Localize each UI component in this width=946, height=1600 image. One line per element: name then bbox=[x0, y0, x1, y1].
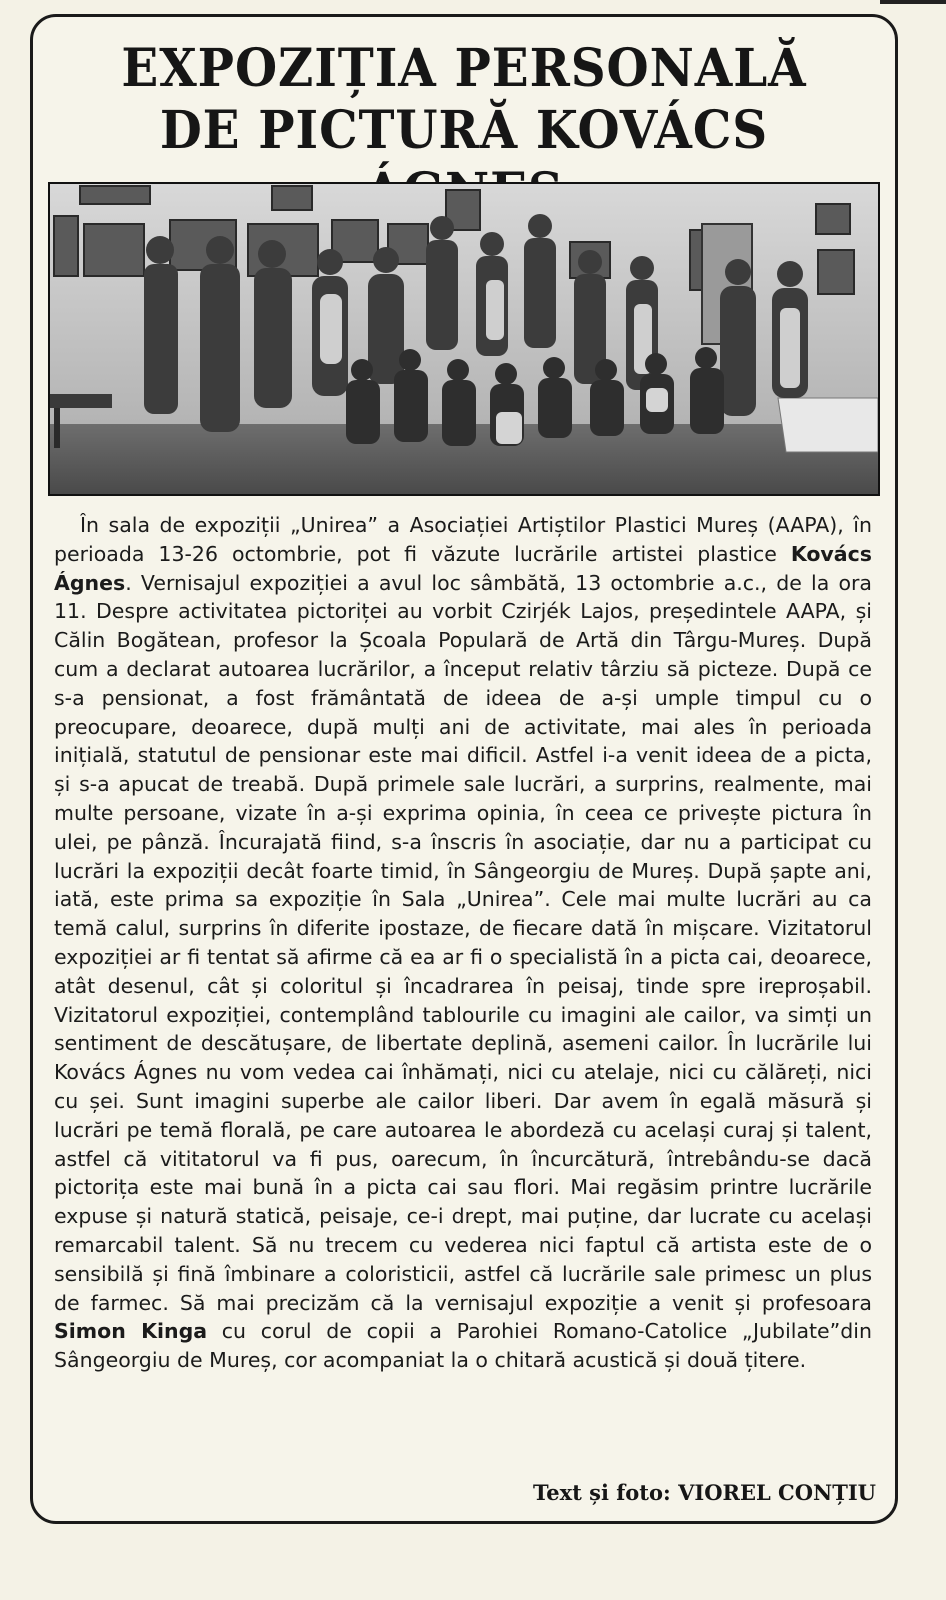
article-body-part-3: cu corul de copii a Parohiei Romano-Catolice „Jubilate”din Sângeorgiu de Mureș, cor acompaniat la o chitară acustică și două țitere. bbox=[54, 1319, 872, 1373]
teacher-name: Simon Kinga bbox=[54, 1319, 208, 1344]
article-body-part-1: În sala de expoziții „Unirea” a Asociației Artiștilor Plastici Mureș (AAPA), în perioada 13-26 octombrie, pot fi văzute lucrările artistei plastice bbox=[54, 513, 872, 566]
headline-line-2: DE PICTURĂ KOVÁCS bbox=[159, 100, 769, 161]
page-top-rule bbox=[880, 0, 946, 4]
group-photo-icon bbox=[50, 184, 878, 494]
artist-name: Kovács Ágnes bbox=[54, 541, 872, 595]
article-body bbox=[54, 511, 872, 1375]
article-body-part-2: . Vernisajul expoziției a avul loc sâmbătă, 13 octombrie a.c., de la ora 11. Despre activitatea pictoriței au vorbit Czirjék Lajos, președintele AAPA, și Călin Bogătean, profesor la Școala Populară de Artă din Târgu-Mureș. După cum a declarat autoarea lucrărilor, a început relativ târziu să picteze. După ce s-a pensionat, a fost frământată de ideea de a-și umple timpul cu o preocupare, deoarece, după mulți ani de activitate, mai ales în perioada inițială, statutul de pensionar este mai dificil. Astfel i-a venit ideea de a picta, și s-a apucat de treabă. După primele sale lucrări, a surprins, realmente, mai multe persoane, vizate în a-și exprima opinia, în ceea ce privește pictura în ulei, pe pânză. Încurajată fiind, s-a înscris în asociație, dar nu a participat cu lucrări la expoziții decât foarte timid, în Sângeorgiu de Mureș. După șapte ani, iată, este prima sa expoziție în Sala „Unirea”. Cele mai multe lucrări au ca temă calul, surprins în diferite ipostaze, de fiecare dată în mișcare. Vizitatorul expoziției ar fi tentat să afirme că ea ar fi o specialistă în a picta cai, deoarece, atât desenul, cât și coloritul și încadrarea în peisaj, tinde spre ireproșabil. Vizitatorul expoziției, contemplând tablourile cu imagini ale cailor, va simți un sentiment de descătușare, de libertate deplină, asemeni cailor. În lucrările lui Kovács Ágnes nu vom vedea cai înhămați, nici cu atelaje, nici cu călăreți, nici cu șei. Sunt imagini superbe ale cailor liberi. Dar avem în egală măsură și lucrări pe temă florală, pe care autoarea le abordeză cu același curaj și talent, astfel că vititatorul va fi pus, oarecum, în încurcătură, întrebându-se dacă pictorița este mai bună în a picta cai sau flori. Mai regăsim printre lucrările expuse și natură statică, peisaje, ce-i drept, mai puține, dar lucrate cu același remarcabil talent. Să nu trecem cu vederea nici faptul că artista este de o sensibilă și fină îmbinare a coloristicii, astfel că lucrările sale primesc un plus de farmec. Să mai precizăm că la vernisajul expoziție a venit și profesoara bbox=[54, 570, 872, 1315]
group-photo bbox=[48, 182, 880, 496]
photo-credit: Text și foto: VIOREL CONȚIU bbox=[533, 1480, 876, 1505]
headline-line-1: EXPOZIȚIA PERSONALĂ bbox=[121, 38, 807, 99]
